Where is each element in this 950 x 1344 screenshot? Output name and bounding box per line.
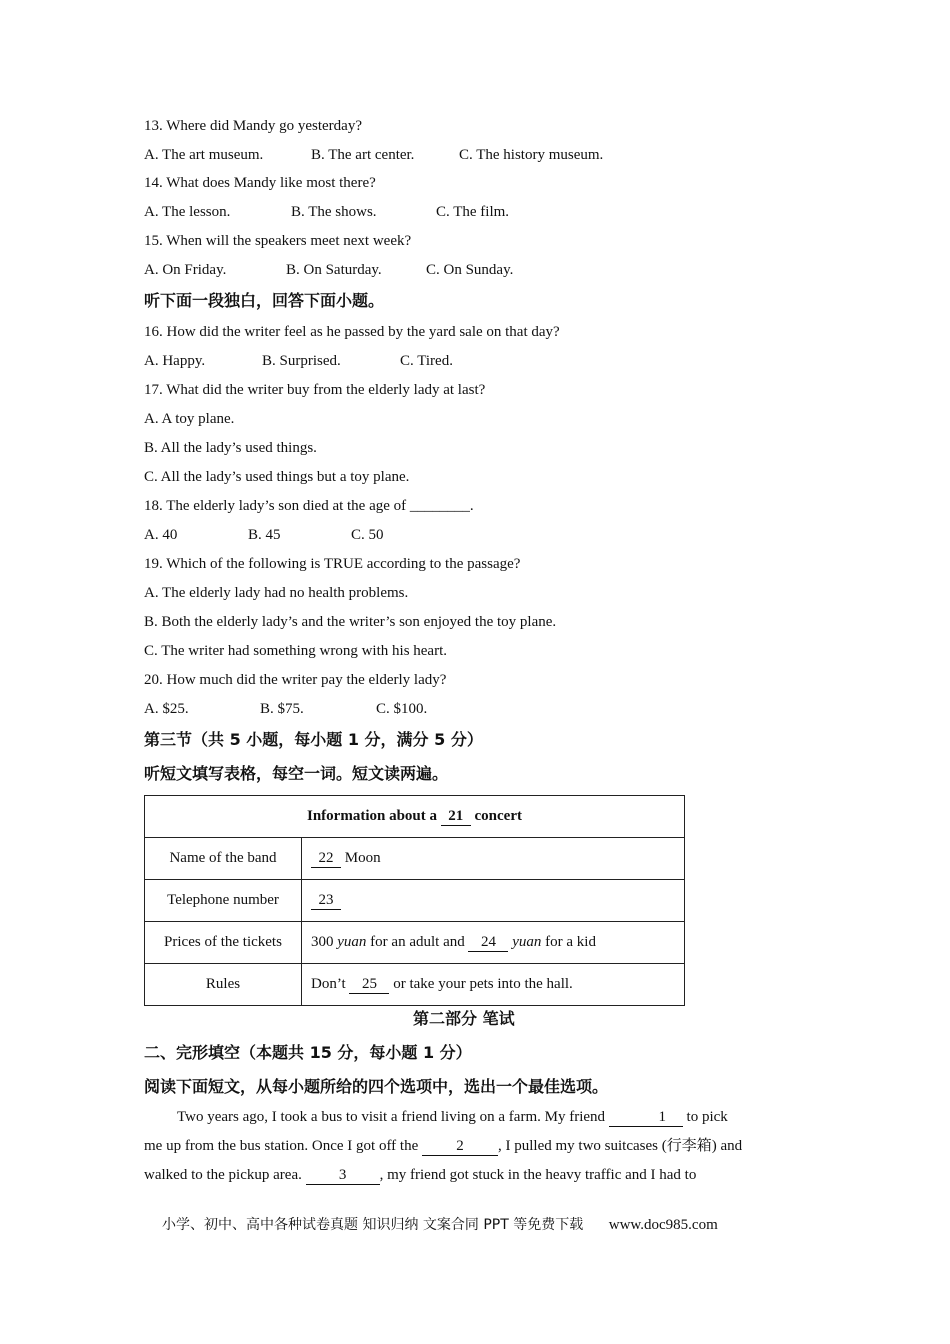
question-16-options xyxy=(144,351,744,371)
section3-title: 第三节（共 5 小题，每小题 1 分，满分 5 分） xyxy=(144,730,483,749)
section3-instruction: 听短文填写表格，每空一词。短文读两遍。 xyxy=(144,764,449,783)
option-c: C. 50 xyxy=(351,527,384,543)
monologue-instruction: 听下面一段独白，回答下面小题。 xyxy=(144,291,385,310)
option-b: B. Both the elderly lady’s and the writer’s son enjoyed the toy plane. xyxy=(144,614,557,630)
question-14-options xyxy=(144,202,744,222)
option-c: C. Tired. xyxy=(400,353,453,369)
option-c: C. The film. xyxy=(436,204,510,220)
footer-text: 小学、初中、高中各种试卷真题 知识归纳 文案合同 PPT 等免费下载 xyxy=(162,1217,584,1233)
cloze-passage xyxy=(144,1103,806,1190)
blank-2: 2 xyxy=(422,1138,498,1156)
row-value: 22 Moon xyxy=(302,838,685,880)
question-19: 19. Which of the following is TRUE according to the passage? xyxy=(144,556,521,572)
option-b: B. The shows. xyxy=(291,204,377,220)
option-a: A. On Friday. xyxy=(144,262,227,278)
row-value: 300 yuan for an adult and 24 yuan for a kid xyxy=(302,922,685,964)
option-c: C. $100. xyxy=(376,701,428,717)
question-14: 14. What does Mandy like most there? xyxy=(144,175,376,191)
question-18: 18. The elderly lady’s son died at the age of ________. xyxy=(144,498,474,514)
option-b: B. Surprised. xyxy=(262,353,341,369)
table-row xyxy=(145,880,685,922)
question-13-options xyxy=(144,145,744,165)
passage-line: me up from the bus station. Once I got off the 2 , I pulled my two suitcases (行李箱) and xyxy=(144,1138,743,1154)
question-16: 16. How did the writer feel as he passed by the yard sale on that day? xyxy=(144,324,560,340)
option-a: A. The elderly lady had no health problems. xyxy=(144,585,409,601)
option-a: A. A toy plane. xyxy=(144,411,235,427)
question-18-options xyxy=(144,525,744,545)
passage-line: Two years ago, I took a bus to visit a friend living on a farm. My friend 1 to pick xyxy=(177,1109,728,1125)
blank-25: 25 xyxy=(349,976,389,994)
question-13: 13. Where did Mandy go yesterday? xyxy=(144,118,362,134)
table-row xyxy=(145,964,685,1006)
option-a: A. $25. xyxy=(144,701,189,717)
part2-title: 第二部分 笔试 xyxy=(413,1009,515,1028)
option-a: A. 40 xyxy=(144,527,178,543)
row-value: Don’t 25 or take your pets into the hall. xyxy=(302,964,685,1006)
option-c: C. On Sunday. xyxy=(426,262,514,278)
blank-24: 24 xyxy=(468,934,508,952)
option-a: A. Happy. xyxy=(144,353,206,369)
question-20-options xyxy=(144,699,744,719)
option-a: A. The art museum. xyxy=(144,147,264,163)
table-row xyxy=(145,838,685,880)
blank-3: 3 xyxy=(306,1167,380,1185)
blank-23: 23 xyxy=(311,892,341,910)
blank-22: 22 xyxy=(311,850,341,868)
blank-21: 21 xyxy=(441,808,471,826)
option-c: C. The history museum. xyxy=(459,147,604,163)
question-15: 15. When will the speakers meet next week? xyxy=(144,233,412,249)
row-label: Prices of the tickets xyxy=(145,922,302,964)
option-c: C. The writer had something wrong with his heart. xyxy=(144,643,448,659)
question-17: 17. What did the writer buy from the elderly lady at last? xyxy=(144,382,486,398)
cloze-instruction: 阅读下面短文，从每小题所给的四个选项中，选出一个最佳选项。 xyxy=(144,1077,609,1096)
option-b: B. $75. xyxy=(260,701,304,717)
question-15-options xyxy=(144,260,744,280)
row-value xyxy=(302,880,685,922)
row-label: Rules xyxy=(145,964,302,1006)
cloze-section-title: 二、完形填空（本题共 15 分，每小题 1 分） xyxy=(144,1043,472,1062)
option-c: C. All the lady’s used things but a toy plane. xyxy=(144,469,410,485)
table-header: Information about a 21 concert xyxy=(145,796,685,838)
concert-info-table xyxy=(144,795,685,1006)
option-b: B. On Saturday. xyxy=(286,262,382,278)
row-label: Telephone number xyxy=(145,880,302,922)
row-label: Name of the band xyxy=(145,838,302,880)
option-a: A. The lesson. xyxy=(144,204,231,220)
option-b: B. All the lady’s used things. xyxy=(144,440,317,456)
passage-line: walked to the pickup area. 3 , my friend got stuck in the heavy traffic and I had to xyxy=(144,1167,697,1183)
question-20: 20. How much did the writer pay the elderly lady? xyxy=(144,672,447,688)
table-header-row xyxy=(145,796,685,838)
blank-1: 1 xyxy=(609,1109,683,1127)
option-b: B. The art center. xyxy=(311,147,415,163)
footer-site-link[interactable]: www.doc985.com xyxy=(608,1217,718,1233)
page-footer xyxy=(162,1214,718,1234)
table-row xyxy=(145,922,685,964)
option-b: B. 45 xyxy=(248,527,281,543)
